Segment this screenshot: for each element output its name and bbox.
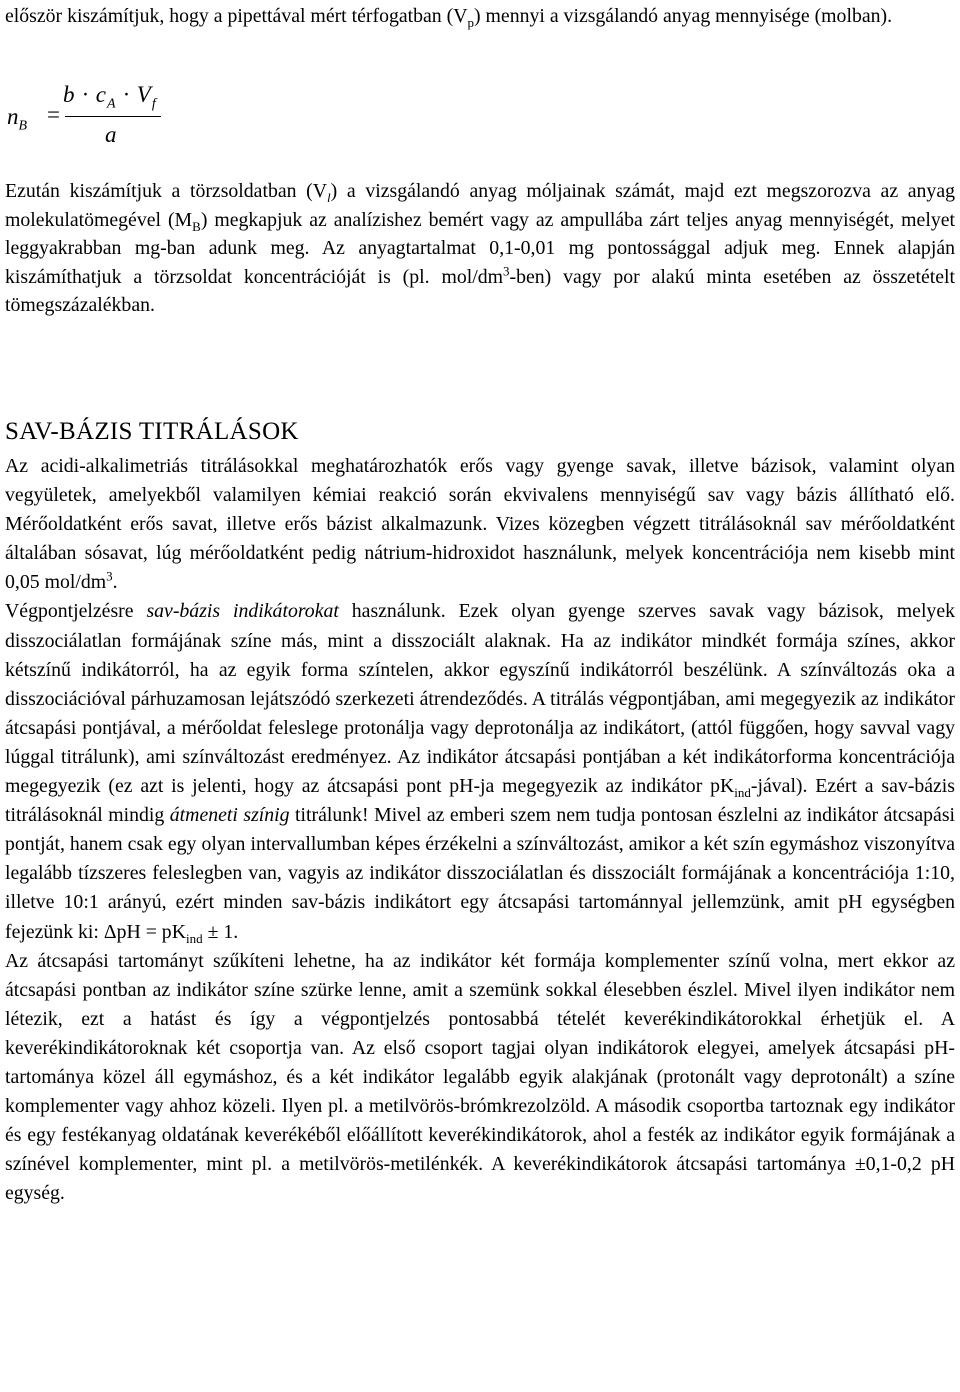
intro-paragraph [5, 2, 955, 31]
subscript: l [327, 189, 331, 205]
subscript: p [467, 14, 475, 30]
formula-equals: = [47, 102, 60, 127]
subscript: ind [734, 784, 751, 800]
text-run: ) megkapjuk az analízishez bemért vagy az ampullába zárt teljes anyag mennyiségét, melyet leggyakrabban mg-ban adunk meg. Az anyagtartalmat 0,1-0,01 mg pontossággal adjuk meg. Ennek alapján kiszámíthatjuk a törzsoldat koncentrációját is (pl. mol/dm [5, 208, 955, 288]
formula-lhs [7, 104, 28, 134]
text-run: Az acidi-alkalimetriás titrálásokkal meghatározhatók erős vagy gyenge savak, illetve bázisok, valamint olyan vegyületek, amelyekből valamilyen kémiai reakció során ekvivalens mennyiségű sav vagy bázis állítható elő. Mérőoldatként erős savat, illetve erős bázist alkalmazunk. Vizes közegben végzett titrálásoknál sav mérőoldatként általában sósavat, lúg mérőoldatként pedig nátrium-hidroxidot használunk, melyek koncentrációja nem kisebb mint 0,05 mol/dm [5, 455, 955, 594]
subscript: ind [186, 930, 203, 946]
section-body [5, 452, 955, 1208]
formula-num-v: · V [116, 82, 152, 107]
section-heading: SAV-BÁZIS TITRÁLÁSOK [5, 418, 299, 445]
italic-term: sav-bázis indikátorokat [146, 600, 339, 623]
text-run: -ben) vagy por alakú minta esetében az összetételt tömegszázalékban. [5, 265, 955, 316]
text-run: Végpontjelzésre [5, 600, 147, 623]
formula-nb [5, 82, 305, 162]
formula-numerator [63, 82, 157, 112]
text-run: -jával). Ezért a sav-bázis titrálásoknál mindig [5, 775, 955, 827]
paragraph-indicators [5, 597, 955, 946]
formula-lhs-subscript: B [18, 118, 28, 134]
formula-num-bc: b · c [63, 82, 107, 107]
text-run: . [112, 571, 118, 594]
formula-num-sub-f: f [151, 96, 157, 112]
fraction-bar [65, 116, 161, 117]
paragraph-acidimetry [5, 452, 955, 597]
text-run: ± 1. [202, 920, 239, 943]
text-run: Ezután kiszámítjuk a törzsoldatban (V [5, 180, 328, 202]
subscript: B [192, 218, 201, 234]
text-run: használunk. Ezek olyan gyenge szerves savak vagy bázisok, melyek disszociálatlan formájának színe más, mint a disszociált alaknak. Ha az indikátor mindkét formája színes, akkor kétszínű indikátorról, ha az egyik forma színtelen, akkor egyszínű indikátorról beszélünk. A színváltozás oka a disszociációval párhuzamosan lejátszódó szerkezeti átrendeződés. A titrálás végpontjában, ami megegyezik az indikátor átcsapási pontjával, a mérőoldat feleslege protonálja vagy deprotonálja az indikátort, (attól függően, hogy savval vagy lúggal titrálunk), ami színváltozást eredményez. Az indikátor átcsapási pontjában a két indikátorforma koncentrációja megegyezik (ez azt is jelenti, hogy az átcsapási pont pH-ja megegyezik az indikátor pK [5, 600, 955, 798]
text-run: titrálunk! Mivel az emberi szem nem tudja pontosan észlelni az indikátor átcsapási pontját, hanem csak egy olyan intervallumban képes érzékelni a színváltozást, amikor a két szín egymáshoz viszonyítva legalább tízszeres feleslegben van, vagyis az indikátor disszociálatlan és disszociált formájának a koncentrációja 1:10, illetve 10:1 arányú, ezért minden sav-bázis indikátort egy átcsapási tartománnyal jellemzünk, amit pH egységben fejezünk ki: ΔpH = pK [5, 804, 956, 943]
paragraph-stock-solution [5, 177, 955, 320]
formula-num-sub-a: A [106, 96, 117, 112]
italic-term: átmeneti színig [169, 804, 290, 827]
formula-denominator: a [105, 122, 117, 147]
superscript: 3 [106, 568, 113, 584]
paragraph-mixed-indicators: Az átcsapási tartományt szűkíteni lehetne, ha az indikátor két formája komplementer színű volna, mert ekkor az átcsapási pontban az indikátor színe szürke lenne, amit a szemünk sokkal élesebben észlel. Mivel ilyen indikátor nem létezik, ezt a hatást és így a végpontjelzés pontosabbá tételét keverékindikátorokkal érhetjük el. A keverékindikátoroknak két csoportja van. Az első csoport tagjai olyan indikátorok elegyei, amelyek átcsapási pH-tartománya közel áll egymáshoz, és a két indikátor legalább egyik alakjának (protonált vagy deprotonált) a színe komplementer vagy ahhoz közeli. Ilyen pl. a metilvörös-brómkrezolzöld. A második csoportba tartoznak egy indikátor és egy festékanyag oldatának keverékéből előállított keverékindikátorok, ahol a festék az indikátor egyik formájának a színével komplementer, mint pl. a metilvörös-metilénkék. A keverékindikátorok átcsapási tartománya ±0,1-0,2 pH egység. [5, 949, 955, 1205]
text-run: először kiszámítjuk, hogy a pipettával mért térfogatban (V [5, 5, 468, 27]
superscript: 3 [503, 262, 510, 278]
text-run: ) a vizsgálandó anyag móljainak számát, majd ezt megszorozva az anyag molekulatömegével (M [5, 180, 955, 231]
text-run: ) mennyi a vizsgálandó anyag mennyisége (molban). [474, 5, 893, 27]
formula-lhs-symbol: n [7, 104, 19, 129]
